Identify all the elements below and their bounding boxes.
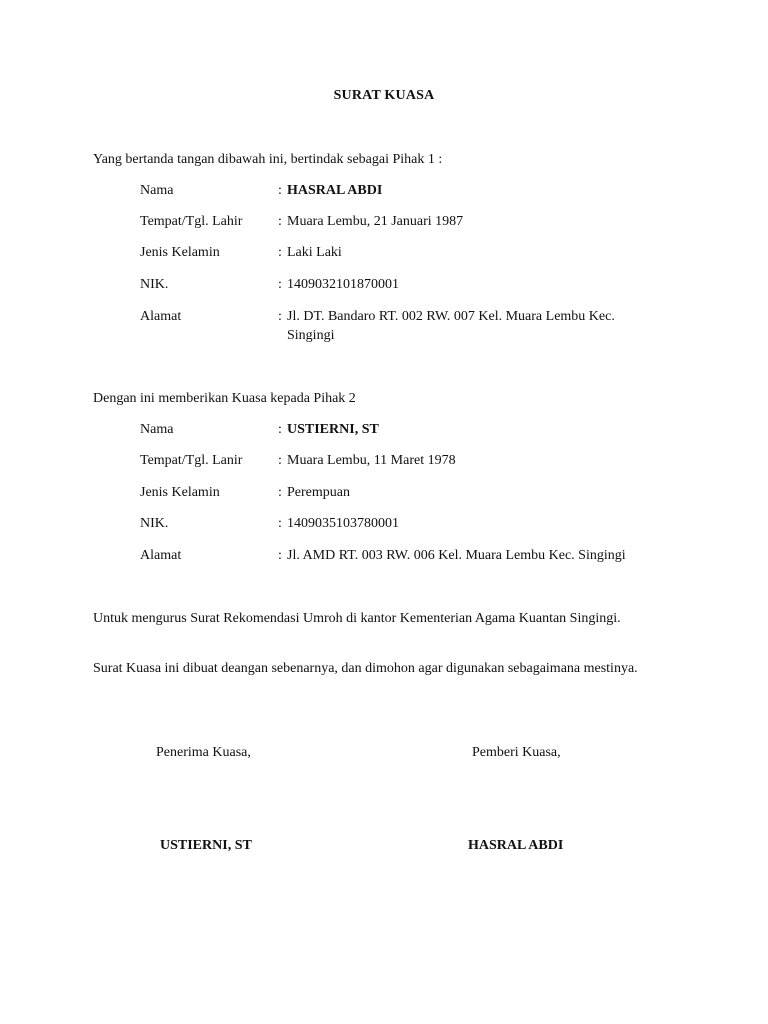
field-label: NIK. xyxy=(140,516,169,531)
field-separator: : xyxy=(278,245,282,260)
pihak2-row-alamat xyxy=(140,546,680,565)
document-title: SURAT KUASA xyxy=(333,88,435,103)
field-value: Muara Lembu, 21 Januari 1987 xyxy=(287,214,464,229)
field-value: 1409032101870001 xyxy=(287,277,399,292)
field-value: USTIERNI, ST xyxy=(287,422,379,437)
intro-pihak2: Dengan ini memberikan Kuasa kepada Pihak 2 xyxy=(93,391,356,406)
field-label: NIK. xyxy=(140,277,169,292)
field-label: Jenis Kelamin xyxy=(140,245,220,260)
field-value: Perempuan xyxy=(287,485,350,500)
field-label: Alamat xyxy=(140,309,182,324)
field-label: Nama xyxy=(140,183,174,198)
field-value-continued: Singingi xyxy=(287,328,335,343)
giver-label: Pemberi Kuasa, xyxy=(472,745,561,760)
receiver-name: USTIERNI, ST xyxy=(160,838,252,853)
pihak1-row-alamat xyxy=(140,307,680,347)
purpose-paragraph: Untuk mengurus Surat Rekomendasi Umroh di kantor Kementerian Agama Kuantan Singingi. xyxy=(93,611,621,626)
pihak1-row-nik xyxy=(140,275,680,294)
pihak1-row-ttl xyxy=(140,212,680,231)
field-value: Jl. AMD RT. 003 RW. 006 Kel. Muara Lembu Kec. Singingi xyxy=(287,548,626,563)
field-separator: : xyxy=(278,183,282,198)
pihak1-row-jenis-kelamin xyxy=(140,243,680,262)
field-label: Jenis Kelamin xyxy=(140,485,220,500)
field-separator: : xyxy=(278,548,282,563)
giver-name: HASRAL ABDI xyxy=(468,838,564,853)
pihak2-row-nik xyxy=(140,514,680,533)
intro-pihak1: Yang bertanda tangan dibawah ini, bertindak sebagai Pihak 1 : xyxy=(93,152,443,167)
field-label: Nama xyxy=(140,422,174,437)
field-value: Jl. DT. Bandaro RT. 002 RW. 007 Kel. Muara Lembu Kec. xyxy=(287,309,615,324)
field-value: Laki Laki xyxy=(287,245,342,260)
field-value: HASRAL ABDI xyxy=(287,183,383,198)
field-separator: : xyxy=(278,309,282,324)
pihak1-row-nama xyxy=(140,181,680,200)
field-label: Tempat/Tgl. Lahir xyxy=(140,214,243,229)
field-value: 1409035103780001 xyxy=(287,516,399,531)
field-separator: : xyxy=(278,277,282,292)
receiver-label: Penerima Kuasa, xyxy=(156,745,251,760)
field-separator: : xyxy=(278,453,282,468)
closing-paragraph: Surat Kuasa ini dibuat deangan sebenarnya, dan dimohon agar digunakan sebagaimana mestinya. xyxy=(93,661,638,676)
field-separator: : xyxy=(278,516,282,531)
field-label: Alamat xyxy=(140,548,182,563)
field-label: Tempat/Tgl. Lanir xyxy=(140,453,243,468)
pihak2-row-nama xyxy=(140,420,680,439)
field-value: Muara Lembu, 11 Maret 1978 xyxy=(287,453,456,468)
field-separator: : xyxy=(278,422,282,437)
field-separator: : xyxy=(278,214,282,229)
pihak2-row-ttl xyxy=(140,451,680,470)
pihak2-row-jenis-kelamin xyxy=(140,483,680,502)
field-separator: : xyxy=(278,485,282,500)
